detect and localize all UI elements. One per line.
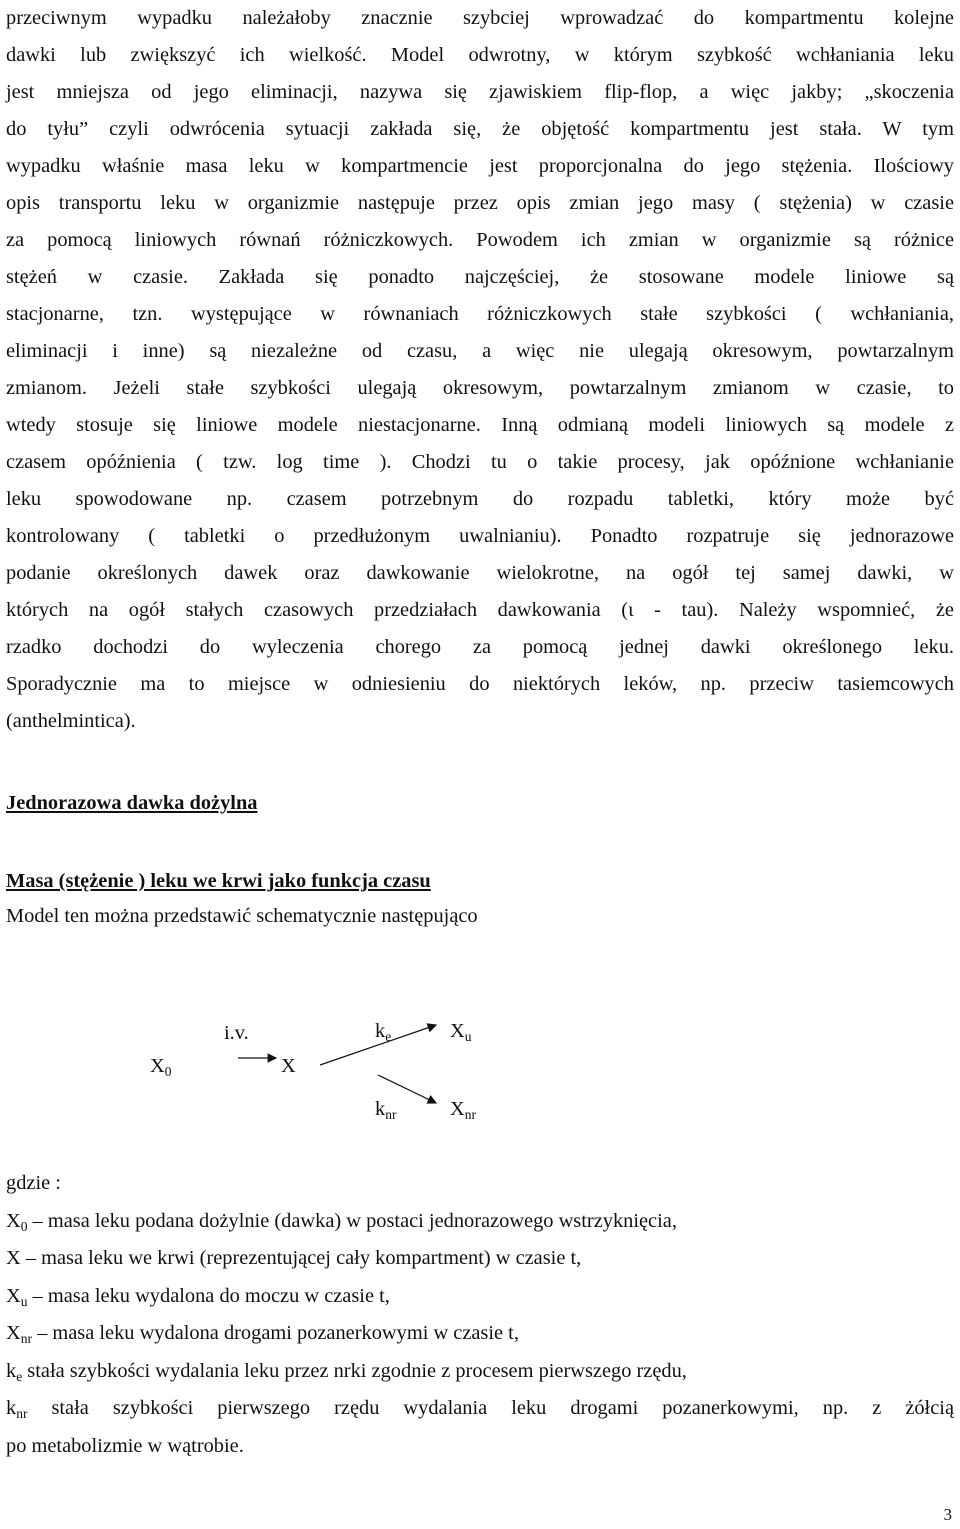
where-label: gdzie : (6, 1172, 61, 1194)
definition-x: X – masa leku we krwi (reprezentującej cały kompartment) w czasie t, (6, 1247, 582, 1269)
ke-arrow (320, 1025, 436, 1065)
diagram-xu-label: $X_u$ (450, 1020, 472, 1044)
paragraph-line: dawki lub zwiększyć ich wielkość. Model odwrotny, w którym szybkość wchłaniania leku (6, 44, 954, 66)
model-intro-text: Model ten można przedstawić schematycznie następująco (6, 905, 478, 927)
paragraph-line: wtedy stosuje się liniowe modele niestacjonarne. Inną odmianą modeli liniowych są modele z (6, 414, 954, 436)
definition-xu: $X_u$ – masa leku wydalona do moczu w czasie t, (6, 1284, 390, 1309)
diagram-x-label: X (281, 1055, 296, 1077)
paragraph-line: za pomocą liniowych równań różniczkowych. Powodem ich zmian w organizmie są różnice (6, 229, 954, 251)
definitions-block (6, 1165, 954, 1465)
diagram-arrows (0, 1000, 960, 1140)
paragraph-line: (anthelmintica). (6, 710, 136, 732)
subsection-heading: Masa (stężenie ) leku we krwi jako funkcja czasu (6, 870, 431, 892)
paragraph-line: opis transportu leku w organizmie następuje przez opis zmian jego masy ( stężenia) w czasie (6, 192, 954, 214)
paragraph-line: stacjonarne, tzn. występujące w równaniach różniczkowych stałe szybkości ( wchłaniania, (6, 303, 954, 325)
section-heading: Jednorazowa dawka dożylna (6, 792, 258, 814)
definition-x0: $X_0$ – masa leku podana dożylnie (dawka) w postaci jednorazowego wstrzyknięcia, (6, 1209, 677, 1234)
paragraph-line: stężeń w czasie. Zakłada się ponadto najczęściej, że stosowane modele liniowe są (6, 266, 954, 288)
paragraph-line: leku spowodowane np. czasem potrzebnym do rozpadu tabletki, który może być (6, 488, 954, 510)
diagram-x0-label: $X_0$ (150, 1055, 172, 1079)
diagram-knr-label: $k_{nr}$ (375, 1098, 397, 1122)
paragraph-line: jest mniejsza od jego eliminacji, nazywa się zjawiskiem flip-flop, a więc jakby; „skoczenia (6, 81, 954, 103)
paragraph-line: czasem opóźnienia ( tzw. log time ). Chodzi tu o takie procesy, jak opóźnione wchłanianie (6, 451, 954, 473)
paragraph-line: kontrolowany ( tabletki o przedłużonym uwalnianiu). Ponadto rozpatruje się jednorazowe (6, 525, 954, 547)
definition-xnr: $X_{nr}$ – masa leku wydalona drogami pozanerkowymi w czasie t, (6, 1322, 519, 1346)
paragraph-line: wypadku właśnie masa leku w kompartmencie jest proporcjonalna do jego stężenia. Ilościowy (6, 155, 954, 177)
definition-continuation: po metabolizmie w wątrobie. (6, 1434, 244, 1457)
paragraph-line: podanie określonych dawek oraz dawkowanie wielokrotne, na ogół tej samej dawki, w (6, 562, 954, 584)
compartment-model-diagram (0, 1000, 960, 1140)
diagram-xnr-label: $X_{nr}$ (450, 1098, 476, 1122)
diagram-ke-label: $k_e$ (375, 1020, 392, 1044)
paragraph-line: zmianom. Jeżeli stałe szybkości ulegają okresowym, powtarzalnym zmianom w czasie, to (6, 377, 954, 399)
definition-ke: $k_e$ stała szybkości wydalania leku przez nrki zgodnie z procesem pierwszego rzędu, (6, 1359, 687, 1384)
paragraph-line: eliminacji i inne) są niezależne od czasu, a więc nie ulegają okresowym, powtarzalnym (6, 340, 954, 362)
paragraph-line: do tyłu” czyli odwrócenia sytuacji zakłada się, że objętość kompartmentu jest stała. W tym (6, 118, 954, 140)
paragraph-line: przeciwnym wypadku należałoby znacznie szybciej wprowadzać do kompartmentu kolejne (6, 7, 954, 29)
paragraph-line: Sporadycznie ma to miejsce w odniesieniu do niektórych leków, np. przeciw tasiemcowych (6, 673, 954, 695)
diagram-iv-label: i.v. (224, 1022, 249, 1044)
page-number: 3 (943, 1505, 952, 1524)
paragraph-line: których na ogół stałych czasowych przedziałach dawkowania (ι - tau). Należy wspomnieć, że (6, 599, 954, 621)
body-paragraph (6, 0, 954, 740)
definition-knr: $k_{nr}$ stała szybkości pierwszego rzędu wydalania leku drogami pozanerkowymi, np. z żółcią (6, 1397, 954, 1421)
knr-arrow (378, 1075, 436, 1103)
paragraph-line: rzadko dochodzi do wyleczenia chorego za pomocą jednej dawki określonego leku. (6, 636, 954, 658)
